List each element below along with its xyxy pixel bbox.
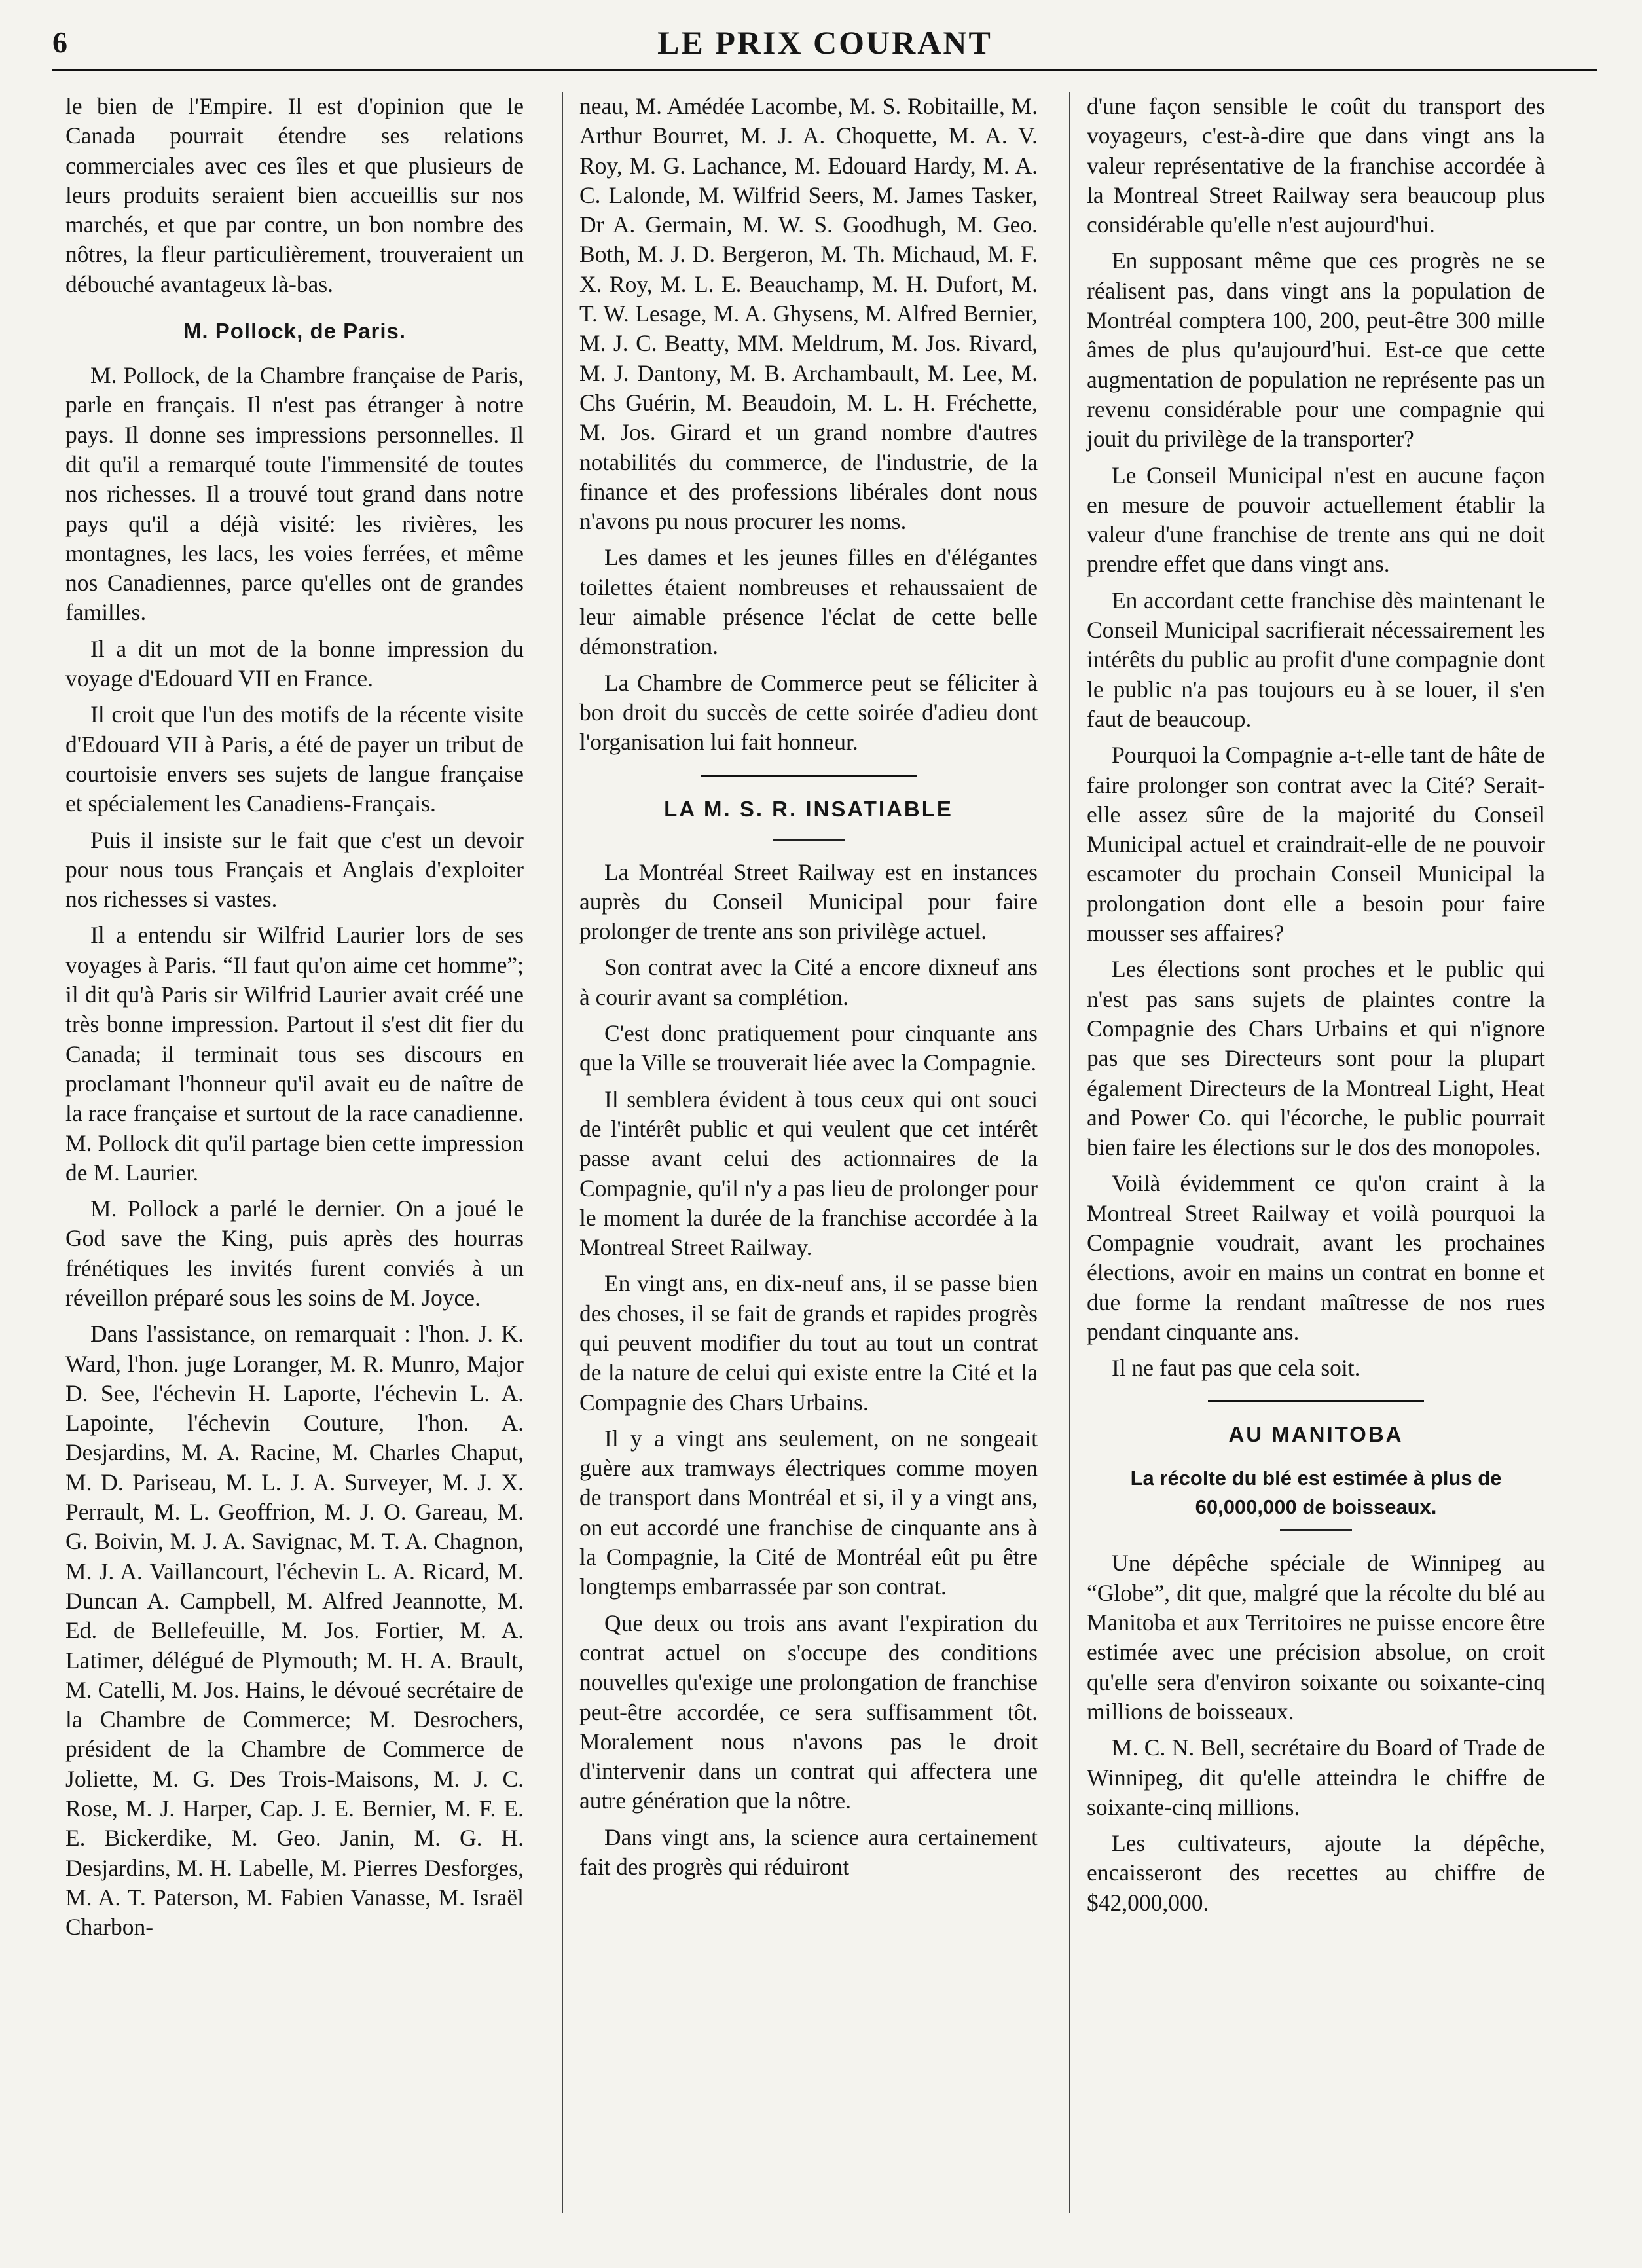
column-2 (579, 92, 1038, 2226)
section-heading-msr: LA M. S. R. INSATIABLE (664, 796, 953, 821)
section-separator (1208, 1400, 1424, 1402)
paragraph: La Montréal Street Railway est en instances auprès du Conseil Municipal pour faire prolonger de trente ans son privilège actuel. (579, 858, 1038, 945)
section-heading-manitoba: AU MANITOBA (1228, 1422, 1404, 1447)
paragraph: La Chambre de Commerce peut se féliciter à bon droit du succès de cette soirée d'adieu dont l'organisation lui fait honneur. (579, 669, 1038, 756)
paragraph: M. Pollock a parlé le dernier. On a joué le God save the King, puis après des hourras frénétiques les invités furent conviés à un réveillon préparé sous les soins de M. Joyce. (65, 1196, 524, 1311)
paragraph: Il a dit un mot de la bonne impression du voyage d'Edouard VII en France. (65, 635, 524, 692)
paragraph: En vingt ans, en dix-neuf ans, il se passe bien des choses, il se fait de grands et rapides progrès qui peuvent modifier du tout au tout un contrat de la nature de celui qui existe entre la Cité et la Compagnie des Chars Urbains. (579, 1270, 1038, 1416)
paragraph: Puis il insiste sur le fait que c'est un devoir pour nous tous Français et Anglais d'exploiter nos richesses si vastes. (65, 826, 524, 913)
section-separator (701, 775, 917, 777)
column-divider (562, 92, 563, 2213)
column-divider (1069, 92, 1070, 2213)
column-1 (65, 92, 524, 2226)
paragraph: Voilà évidemment ce qu'on craint à la Montreal Street Railway et voilà pourquoi la Compagnie voudrait, avant les prochaines élections, avoir en mains un contrat en bonne et due forme la rendant maîtresse de nos rues pendant cinquante ans. (1087, 1170, 1545, 1345)
paragraph: neau, M. Amédée Lacombe, M. S. Robitaille, M. Arthur Bourret, M. J. A. Choquette, M. A. V. Roy, M. G. Lachance, M. Edouard Hardy, M. A. C. Lalonde, M. Wilfrid Seers, M. James Tasker, Dr A. Germain, M. W. S. Goodhugh, M. Geo. Both, M. J. D. Bergeron, M. Th. Michaud, M. F. X. Roy, M. L. E. Beauchamp, M. H. Dufort, M. T. W. Lesage, M. A. Ghysens, M. Alfred Bernier, M. J. C. Beatty, MM. Meldrum, M. Jos. Rivard, M. J. Dantony, M. B. Archambault, M. Lee, M. Chs Guérin, M. Beaudoin, M. L. H. Fréchette, M. Jos. Girard et un grand nombre d'autres notabilités du commerce, de l'industrie, de la finance et des professions libérales dont nous n'avons pu nous procurer les noms. (579, 93, 1038, 535)
paragraph: Une dépêche spéciale de Winnipeg au “Globe”, dit que, malgré que la récolte du blé au Manitoba et aux Territoires ne puisse encore être estimée avec une précision absolue, on croit qu'elle sera d'environ soixante ou soixante-cinq millions de boisseaux. (1087, 1550, 1545, 1725)
section-subheading-manitoba: La récolte du blé est estimée à plus de 60,000,000 de boisseaux. (1130, 1467, 1502, 1519)
paragraph: Il semblera évident à tous ceux qui ont souci de l'intérêt public et qui veulent que cet intérêt passe avant celui des actionnaires de la Compagnie, qu'il n'y a pas lieu de prolonger pour le moment la durée de la franchise accordée à la Montreal Street Railway. (579, 1086, 1038, 1261)
paragraph: Les élections sont proches et le public qui n'est pas sans sujets de plaintes contre la Compagnie des Chars Urbains et qui n'ignore pas que ses Directeurs sont pour la plupart également Directeurs de la Montreal Light, Heat and Power Co. qui l'écorche, le public pourrait bien faire les élections sur le dos des monopoles. (1087, 956, 1545, 1161)
column-3 (1087, 92, 1545, 2226)
paragraph: En accordant cette franchise dès maintenant le Conseil Municipal sacrifierait nécessairement les intérêts du public au profit d'une compagnie dont le public n'a pas toujours eu à se louer, il s'en faut de beaucoup. (1087, 587, 1545, 732)
paragraph: Les cultivateurs, ajoute la dépêche, encaisseront des recettes au chiffre de $42,000,000. (1087, 1830, 1545, 1916)
heading-underline (1280, 1529, 1352, 1531)
paragraph: Que deux ou trois ans avant l'expiration du contrat actuel on s'occupe des conditions nouvelles qu'exige une prolongation de franchise peut-être accordée, ce sera suffisamment tôt. Moralement nous n'avons pas le droit d'intervenir dans un contrat qui affectera une autre génération que la nôtre. (579, 1609, 1038, 1814)
paragraph: Il ne faut pas que cela soit. (1112, 1355, 1360, 1381)
paragraph: En supposant même que ces progrès ne se réalisent pas, dans vingt ans la population de Montréal comptera 100, 200, peut-être 300 mille âmes de plus qu'aujourd'hui. Est-ce que cette augmentation de population ne représente pas un revenu considérable pour une compagnie qui jouit du privilège de la transporter? (1087, 247, 1545, 452)
paragraph: Le Conseil Municipal n'est en aucune façon en mesure de pouvoir actuellement établir la valeur d'une franchise de trente ans qui ne doit prendre effet que dans vingt ans. (1087, 462, 1545, 577)
paragraph: Son contrat avec la Cité a encore dixneuf ans à courir avant sa complétion. (579, 954, 1038, 1010)
paragraph: Dans vingt ans, la science aura certainement fait des progrès qui réduiront (579, 1823, 1038, 1880)
masthead-title: LE PRIX COURANT (657, 24, 993, 61)
paragraph: d'une façon sensible le coût du transport des voyageurs, c'est-à-dire que dans vingt ans la valeur représentative de la franchise accordée à la Montreal Street Railway sera beaucoup plus considérable qu'elle n'est aujourd'hui. (1087, 93, 1545, 238)
page-number: 6 (52, 26, 67, 59)
heading-underline (773, 839, 845, 841)
header-rule (52, 69, 1597, 71)
paragraph: M. C. N. Bell, secrétaire du Board of Trade de Winnipeg, dit qu'elle atteindra le chiffre de soixante-cinq millions. (1087, 1734, 1545, 1820)
paragraph: Pourquoi la Compagnie a-t-elle tant de hâte de faire prolonger son contrat avec la Cité? Serait-elle assez sûre de la majorité du Conseil Municipal actuel et craindrait-elle de ne pouvoir escamoter du prochain Conseil Municipal la prolongation dont elle a besoin pour faire mousser ses affaires? (1087, 742, 1545, 947)
paragraph: M. Pollock, de la Chambre française de Paris, parle en français. Il n'est pas étranger à notre pays. Il donne ses impressions personnelles. Il dit qu'il a remarqué toute l'immensité de toutes nos richesses. Il a trouvé tout grand dans notre pays qu'il a déjà visité: les rivières, les montagnes, les lacs, les voies ferrées, et même nos Canadiennes, parce qu'elles ont de grandes familles. (65, 362, 524, 626)
paragraph: Il croit que l'un des motifs de la récente visite d'Edouard VII à Paris, a été de payer un tribut de courtoisie envers ses sujets de langue française et spécialement les Canadiens-Français. (65, 701, 524, 817)
paragraph: Dans l'assistance, on remarquait : l'hon. J. K. Ward, l'hon. juge Loranger, M. R. Munro, Major D. See, l'échevin H. Laporte, l'échevin L. A. Lapointe, l'échevin Couture, l'hon. A. Desjardins, M. A. Racine, M. Charles Chaput, M. D. Pariseau, M. L. J. A. Surveyer, M. J. X. Perrault, M. L. Geoffrion, M. J. O. Gareau, M. G. Boivin, M. J. A. Savignac, M. T. A. Chagnon, M. J. A. Vaillancourt, l'échevin L. A. Ricard, M. Duncan A. Campbell, M. Alfred Jeannotte, M. Ed. de Bellefeuille, M. Jos. Fortier, M. A. Latimer, délégué de Plymouth; M. H. A. Brault, M. Catelli, M. Jos. Hains, le dévoué secrétaire de la Chambre de Commerce; M. Desrochers, président de la Chambre de Commerce de Joliette, M. G. Des Trois-Maisons, M. J. C. Rose, M. J. Harper, Cap. J. E. Bernier, M. F. E. E. Bickerdike, M. Geo. Janin, M. G. H. Desjardins, M. H. Labelle, M. Pierres Desforges, M. A. T. Paterson, M. Fabien Vanasse, M. Israël Charbon- (65, 1321, 524, 1941)
paragraph: Les dames et les jeunes filles en d'élégantes toilettes étaient nombreuses et rehaussaient de leur aimable présence l'éclat de cette belle démonstration. (579, 544, 1038, 660)
paragraph: le bien de l'Empire. Il est d'opinion que le Canada pourrait étendre ses relations commerciales avec ces îles et que plusieurs de leurs produits seraient bien accueillis sur nos marchés, et que par contre, un bon nombre des nôtres, la fleur particulièrement, trouveraient un débouché avantageux là-bas. (65, 93, 524, 297)
paragraph: C'est donc pratiquement pour cinquante ans que la Ville se trouverait liée avec la Compagnie. (579, 1020, 1038, 1076)
page-header (52, 20, 1597, 65)
paragraph: Il a entendu sir Wilfrid Laurier lors de ses voyages à Paris. “Il faut qu'on aime cet homme”; il dit qu'à Paris sir Wilfrid Laurier avait créé une très bonne impression. Partout il s'est dit fier du Canada; il terminait tous ses discours en proclamant l'honneur qu'il avait eu de naître de la race française et surtout de la race canadienne. M. Pollock dit qu'il partage bien cette impression de M. Laurier. (65, 922, 524, 1186)
section-heading-pollock: M. Pollock, de Paris. (183, 319, 407, 344)
paragraph: Il y a vingt ans seulement, on ne songeait guère aux tramways électriques comme moyen de transport dans Montréal et si, il y a vingt ans, on eut accordé une franchise de cinquante ans à la Compagnie, la Cité de Montréal eût pu être longtemps embarrassée par son contrat. (579, 1425, 1038, 1600)
